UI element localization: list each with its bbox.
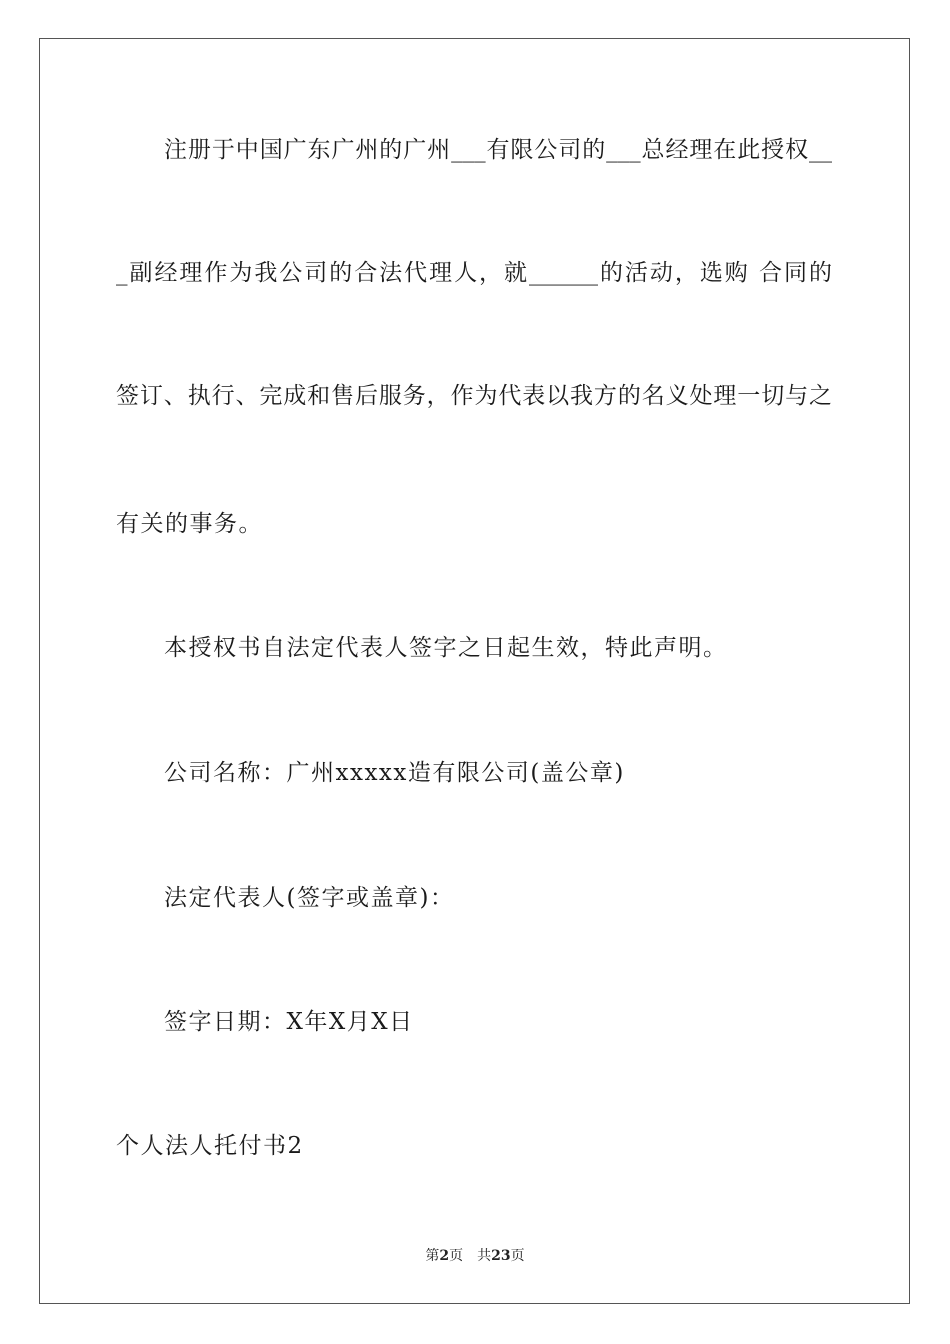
- legal-representative-line: 法定代表人(签字或盖章)：: [164, 885, 455, 911]
- paragraph-line-1: 注册于中国广东广州的广州___有限公司的___总经理在此授权__: [164, 137, 832, 163]
- footer-page-prefix: 第: [425, 1248, 440, 1264]
- footer-page-suffix: 页: [449, 1248, 464, 1264]
- effective-statement: 本授权书自法定代表人签字之日起生效，特此声明。: [164, 635, 728, 661]
- footer-total-suffix: 页: [510, 1248, 525, 1264]
- section-heading: 个人法人托付书2: [116, 1133, 304, 1159]
- company-name-line: 公司名称：广州xxxxx造有限公司(盖公章): [164, 760, 625, 786]
- footer-page-number: 2: [439, 1248, 450, 1264]
- paragraph-line-3: 签订、执行、完成和售后服务，作为代表以我方的名义处理一切与之: [116, 383, 832, 409]
- signature-date-line: 签字日期：X年X月X日: [164, 1009, 414, 1035]
- page-border: [39, 38, 910, 1304]
- paragraph-line-2: _副经理作为我公司的合法代理人，就______的活动，选购 合同的: [116, 260, 832, 286]
- paragraph-line-4: 有关的事务。: [116, 511, 263, 537]
- page-footer: [0, 1246, 950, 1266]
- footer-total-number: 23: [491, 1248, 511, 1264]
- footer-total-prefix: 共: [477, 1248, 492, 1264]
